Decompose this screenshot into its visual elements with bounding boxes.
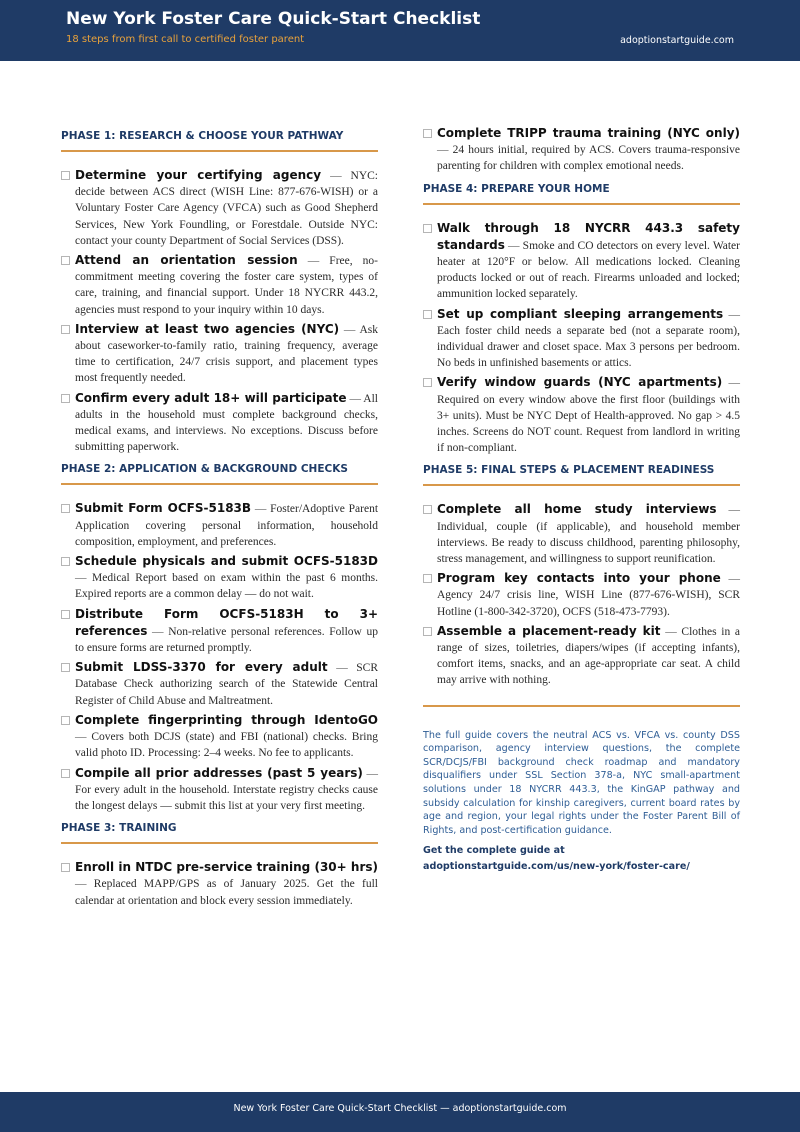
checklist-item-title: Complete all home study interviews [437,502,717,517]
checkbox-icon[interactable] [423,574,432,583]
checklist-item [423,501,740,567]
checklist-item-title: Confirm every adult 18+ will participate [75,390,347,405]
dash-separator: — [327,662,357,675]
checklist-item-title: Assemble a placement-ready kit [437,623,661,638]
phase-heading: PHASE 2: APPLICATION & BACKGROUND CHECKS [61,458,378,485]
checkbox-icon[interactable] [61,325,70,334]
checkbox-icon[interactable] [61,716,70,725]
dash-separator: — [321,170,351,182]
checklist-item [423,570,740,620]
checklist-item-text: Covers both DCJS (state) and FBI (national) checks. Bring valid photo ID. Processing: 2–4 weeks. No fee to applicants. [75,731,379,760]
checklist-item-text: Each foster child needs a separate bed (not a separate room), individual drawer and closet space. Max 3 persons per bedroom. No beds in unfinished basements or attics. [437,324,740,370]
checklist-item-title: Enroll in NTDC pre-service training (30+ hrs) [75,860,378,875]
header-title: New York Foster Care Quick-Start Checklist [66,9,481,29]
checklist-item-text: Individual, couple (if applicable), and household member interviews. Be ready to discuss childhood, parenting philosophy, stress management, and willingness to support reunification. [437,520,740,566]
checklist-item [61,321,378,387]
checklist-item-text: Ask about caseworker-to-family ratio, training frequency, average time to certification, 24/7 crisis support, and placement types most frequently needed. [75,323,378,385]
checklist-item [61,606,378,657]
promo-cta-line1: Get the complete guide at [423,845,565,857]
header-site-link[interactable]: adoptionstartguide.com [620,35,734,46]
right-column-sections [423,125,740,689]
phase-heading: PHASE 4: PREPARE YOUR HOME [423,178,740,205]
dash-separator: — [297,255,330,268]
checkbox-icon[interactable] [423,129,432,138]
checkbox-icon[interactable] [61,504,70,513]
checklist-item [61,167,378,249]
right-column [423,125,740,875]
header-subtitle: 18 steps from first call to certified foster parent [66,34,305,45]
checkbox-icon[interactable] [61,769,70,778]
checkbox-icon[interactable] [61,663,70,672]
checklist-item-text: Clothes in a range of sizes, toiletries, diapers/wipes (if accepting infants), comfort items, snacks, and an age-appropriate car seat. A child may arrive with nothing. [437,625,741,687]
checklist-item [423,306,740,372]
promo-divider [423,705,740,707]
checklist-item [423,220,740,303]
checklist-item-title: Set up compliant sleeping arrangements [437,306,724,321]
phase-heading: PHASE 3: TRAINING [61,817,378,844]
checklist-item [61,659,378,709]
checklist-item-text: All adults in the household must complete background checks, medical exams, and interviews. No exceptions. Discuss before submitting paperwork. [75,392,378,454]
checklist-item-title: Attend an orientation session [75,253,298,268]
checklist-item-title: Submit LDSS-3370 for every adult [75,660,328,675]
checklist-item-title: Schedule physicals and submit OCFS-5183D [75,554,378,569]
dash-separator: — [660,625,682,638]
dash-separator: — [75,572,93,585]
checklist-item-text: Non-relative personal references. Follow up to ensure forms are returned promptly. [75,625,378,655]
checklist-item-text: For every adult in the household. Interstate registry checks cause the longest delays — submit this list at your very first meeting. [75,783,378,812]
dash-separator: — [251,503,271,516]
checklist-item-title: Interview at least two agencies (NYC) [75,321,340,336]
dash-separator: — [75,878,94,891]
checkbox-icon[interactable] [423,505,432,514]
checkbox-icon[interactable] [61,256,70,265]
checklist-item [423,623,740,689]
checklist-item-text: Replaced MAPP/GPS as of January 2025. Get the full calendar at orientation and block every session immediately. [75,878,378,907]
checkbox-icon[interactable] [423,224,432,233]
page-header [0,0,800,61]
dash-separator: — [346,392,364,405]
dash-separator: — [147,625,169,638]
checklist-item [61,553,378,603]
checkbox-icon[interactable] [61,394,70,403]
checklist-item [423,374,740,456]
checklist-item-text: Medical Report based on exam within the past 6 months. Expired reports are a common delay — do not wait. [75,572,378,601]
checkbox-icon[interactable] [61,557,70,566]
checklist-item-text: Foster/Adoptive Parent Application covering personal information, household composition, employment, and preferences. [75,503,379,548]
dash-separator: — [720,573,741,586]
checklist-item [61,765,378,815]
checkbox-icon[interactable] [423,310,432,319]
dash-separator: — [504,239,523,252]
checkbox-icon[interactable] [61,610,70,619]
checkbox-icon[interactable] [423,627,432,636]
checklist-item-text: NYC: decide between ACS direct (WISH Line: 877-676-WISH) or a Voluntary Foster Care Agency (VFCA) such as Good Shepherd Services, New York Foundling, or Forestdale. Outside NYC: contact your county Department of Social Services (DSS). [75,170,378,247]
phase-heading: PHASE 5: FINAL STEPS & PLACEMENT READINESS [423,459,740,486]
checklist-item-title: Submit Form OCFS-5183B [75,501,252,516]
checklist-item-title: Program key contacts into your phone [437,571,721,586]
page-footer: New York Foster Care Quick-Start Checklist — adoptionstartguide.com [0,1092,800,1132]
checklist-item [61,500,378,550]
checklist-item-text: Smoke and CO detectors on every level. Water heater at 120°F or below. All medications locked. Cleaning products locked or out of reach. Firearms unloaded and locked; ammunition locked separately. [437,239,740,301]
checklist-item [61,252,378,318]
checklist-item-title: Walk through 18 NYCRR 443.3 safety standards [437,220,740,252]
dash-separator: — [437,144,453,157]
dash-separator: — [339,323,360,336]
dash-separator: — [75,731,92,744]
checklist-item-text: 24 hours initial, required by ACS. Covers trauma-responsive parenting for children with complex emotional needs. [437,144,740,173]
checklist-item-text: SCR Database Check authorizing search of the Statewide Central Register of Child Abuse and Maltreatment. [75,662,378,707]
dash-separator: — [722,377,740,390]
checklist-item-text: Agency 24/7 crisis line, WISH Line (877-676-WISH), SCR Hotline (1-800-342-3720), OCFS (518-473-7793). [437,589,740,618]
checklist-item-title: Complete fingerprinting through IdentoGO [75,712,378,727]
checklist-item [61,390,378,456]
checklist-item-title: Distribute Form OCFS-5183H to 3+ references [75,606,378,638]
checklist-item-text: Required on every window above the first floor (buildings with 3+ units). Must be NYC Dept of Health-approved. No gap > 4.5 inches. Screens do NOT count. Request from landlord in writing if non-compliant. [437,393,740,455]
checkbox-icon[interactable] [423,378,432,387]
checkbox-icon[interactable] [61,863,70,872]
dash-separator: — [723,308,741,321]
promo-cta-link[interactable]: adoptionstartguide.com/us/new-york/foster-care/ [423,861,690,873]
checklist-item-text: Free, no-commitment meeting covering the foster care system, types of care, training, and financial support. Under 18 NYCRR 443.2, agencies must respond to your inquiry within 10 days. [75,255,378,316]
checklist-item [61,712,378,762]
phase-heading: PHASE 1: RESEARCH & CHOOSE YOUR PATHWAY [61,125,378,152]
checklist-item-title: Compile all prior addresses (past 5 years) [75,765,363,780]
checkbox-icon[interactable] [61,171,70,180]
checklist-item [423,125,740,175]
left-column [61,125,378,912]
checklist-item [61,859,378,909]
dash-separator: — [716,504,740,517]
promo-cta[interactable] [423,843,740,875]
dash-separator: — [362,767,378,780]
promo-text: The full guide covers the neutral ACS vs. VFCA vs. county DSS comparison, agency interview questions, the complete SCR/DCJS/FBI background check roadmap and mandatory disqualifiers under SSL Section 378-a, NYC small-apartment solutions under 18 NYCRR 443.3, the KinGAP pathway and subsidy calculation for kinship caregivers, current board rates by age and region, your legal rights under the Foster Parent Bill of Rights, and post-certification guidance. [423,729,740,836]
checklist-item-title: Verify window guards (NYC apartments) [437,375,723,390]
checklist-item-title: Determine your certifying agency [75,168,322,182]
checklist-item-title: Complete TRIPP trauma training (NYC only) [437,126,740,140]
